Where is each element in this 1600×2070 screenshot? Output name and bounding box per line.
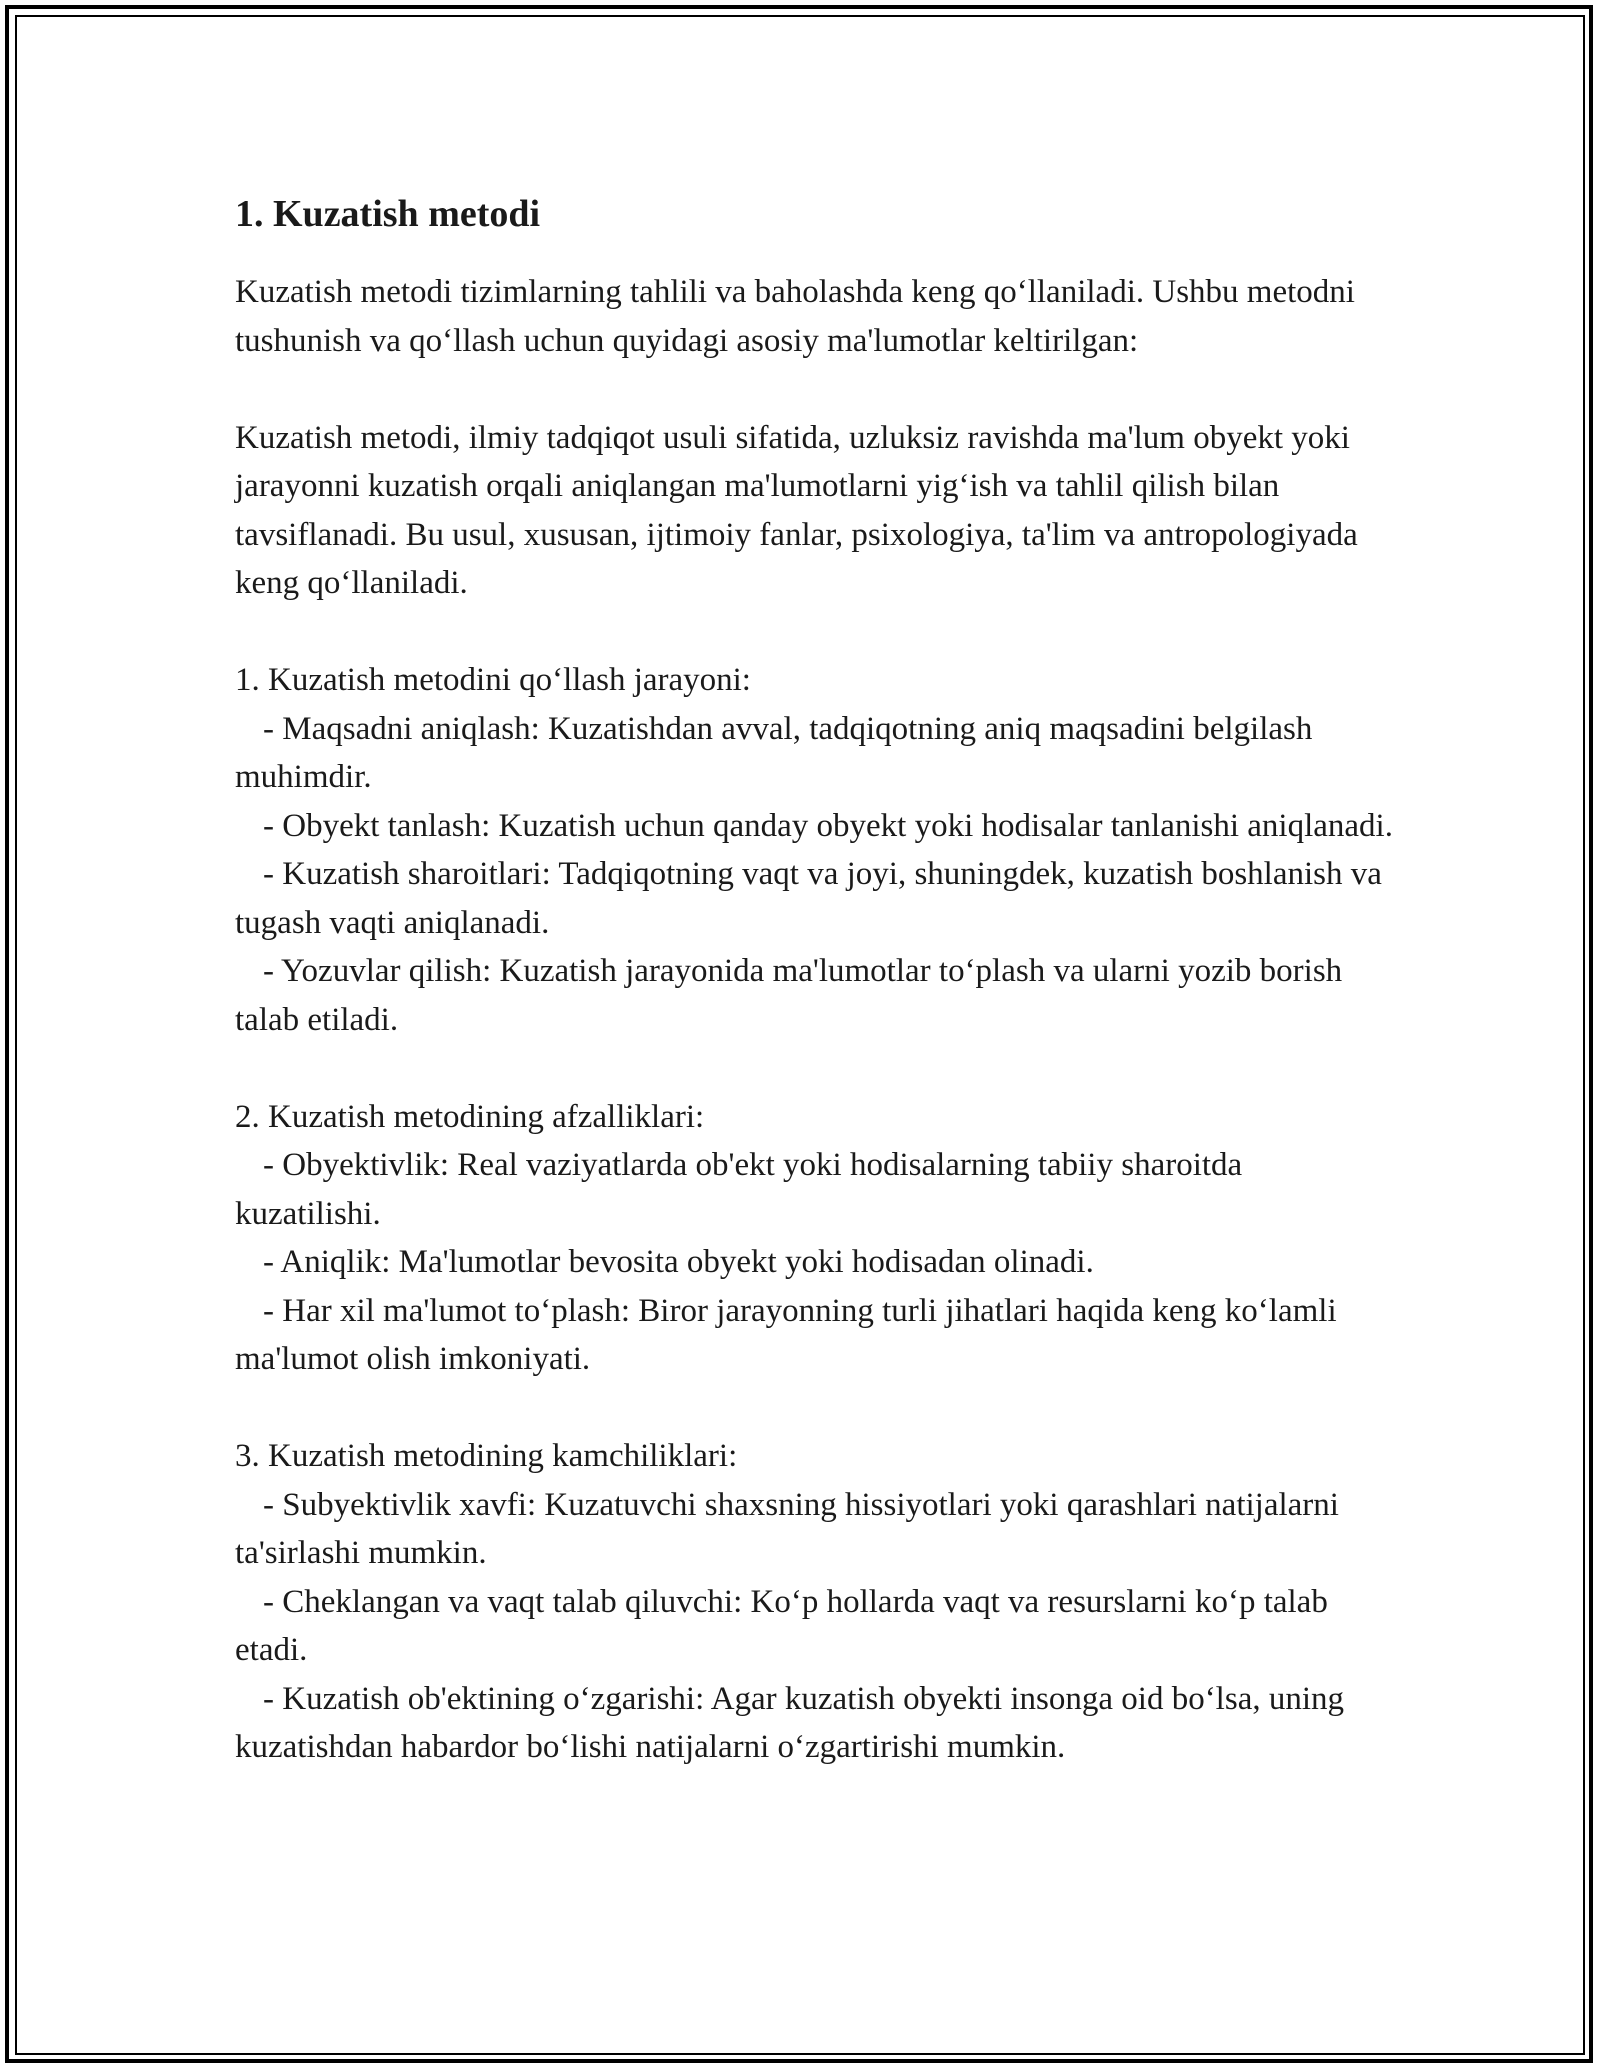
list-item: - Maqsadni aniqlash: Kuzatishdan avval, tadqiqotning aniq maqsadini belgilash muhimdir. [235,710,1313,795]
definition-paragraph: Kuzatish metodi, ilmiy tadqiqot usuli sifatida, uzluksiz ravishda ma'lum obyekt yoki jarayonni kuzatish orqali aniqlangan ma'lumotlarni yig‘ish va tahlil qilish bilan tavsiflanadi. Bu usul, xususan, ijtimoiy fanlar, psixologiya, ta'lim va antropologiyada keng qo‘llaniladi. [235,419,1367,601]
intro-paragraph: Kuzatish metodi tizimlarning tahlili va baholashda keng qo‘llaniladi. Ushbu metodni tushunish va qo‘llash uchun quyidagi asosiy ma'lumotlar keltirilgan: [235,274,1364,359]
document-title: 1. Kuzatish metodi [235,193,541,235]
list-item: - Obyektivlik: Real vaziyatlarda ob'ekt yoki hodisalarning tabiiy sharoitda kuzatilishi. [235,1147,1243,1232]
list-item: - Kuzatish ob'ektining o‘zgarishi: Agar kuzatish obyekti insonga oid bo‘lsa, uning kuzatishdan habardor bo‘lishi natijalarni o‘zgartirishi mumkin. [235,1680,1345,1765]
section-advantages [235,1093,1395,1384]
section-heading: 1. Kuzatish metodini qo‘llash jarayoni: [235,662,751,698]
list-item: - Obyekt tanlash: Kuzatish uchun qanday obyekt yoki hodisalar tanlanishi aniqlanadi. [263,807,1393,844]
paragraph-gap [235,608,1395,657]
list-item: - Kuzatish sharoitlari: Tadqiqotning vaqt va joyi, shuningdek, kuzatish boshlanish va tugash vaqti aniqlanadi. [235,856,1382,941]
section-process [235,656,1395,1044]
list-item: - Yozuvlar qilish: Kuzatish jarayonida ma'lumotlar to‘plash va ularni yozib borish talab etiladi. [235,953,1343,1038]
list-item: - Aniqlik: Ma'lumotlar bevosita obyekt yoki hodisadan olinadi. [263,1244,1094,1280]
section-disadvantages [235,1432,1395,1772]
paragraph-gap [235,1384,1395,1433]
section-heading: 2. Kuzatish metodining afzalliklari: [235,1098,705,1135]
paragraph-gap [235,1044,1395,1093]
section-heading: 3. Kuzatish metodining kamchiliklari: [235,1438,738,1474]
list-item: - Har xil ma'lumot to‘plash: Biror jarayonning turli jihatlari haqida keng ko‘lamli ma'lumot olish imkoniyati. [235,1292,1337,1377]
paragraph-gap [235,365,1395,414]
document-body [235,186,1395,1772]
list-item: - Subyektivlik xavfi: Kuzatuvchi shaxsning hissiyotlari yoki qarashlari natijalarni ta'sirlashi mumkin. [235,1486,1339,1571]
list-item: - Cheklangan va vaqt talab qiluvchi: Ko‘p hollarda vaqt va resurslarni ko‘p talab etadi. [235,1583,1328,1668]
